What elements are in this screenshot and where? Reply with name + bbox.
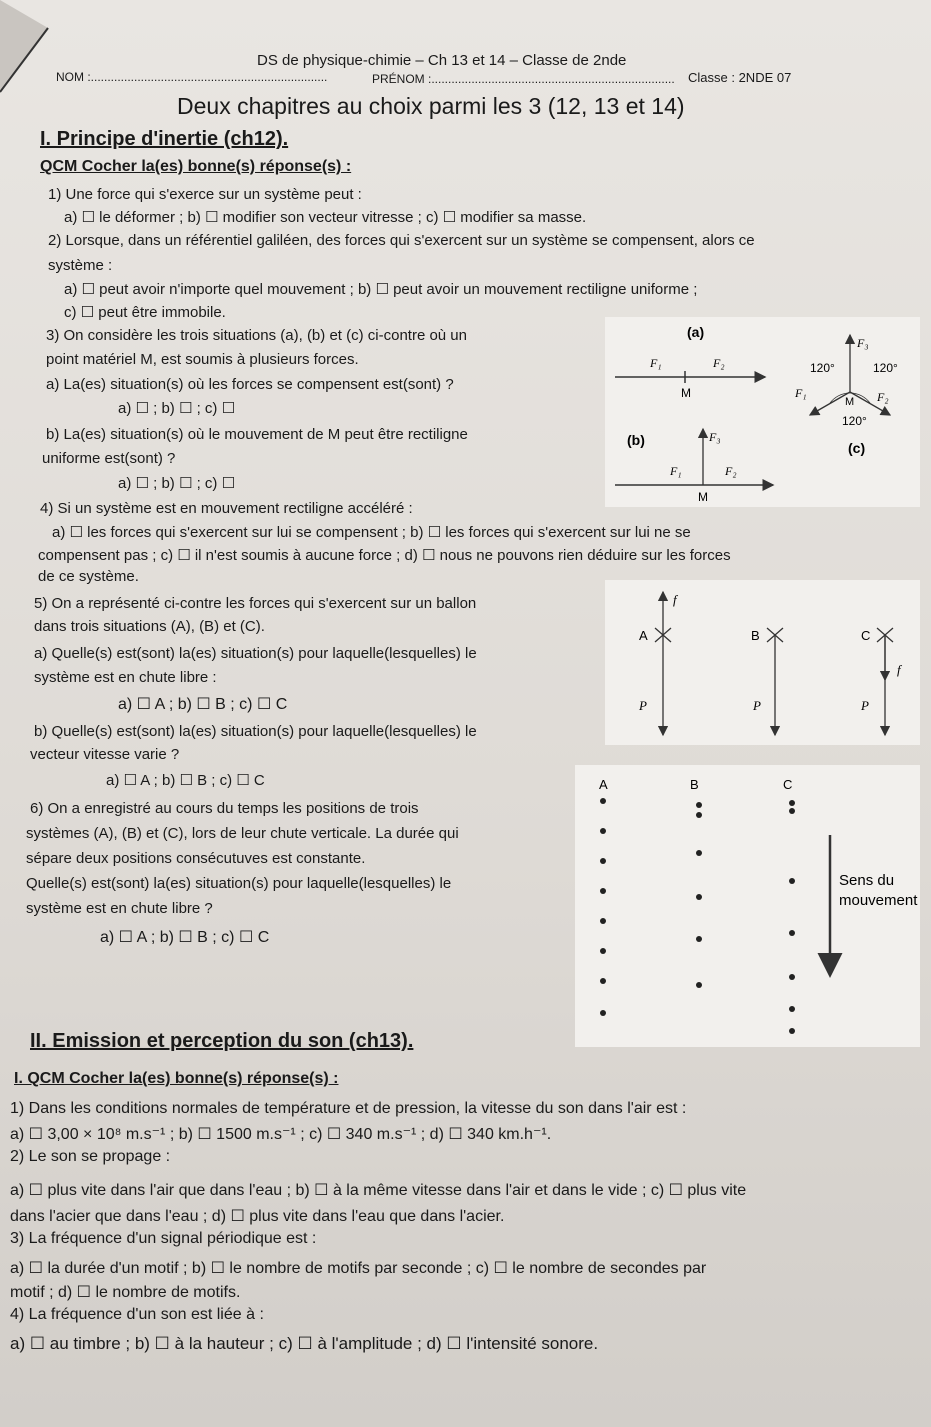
p2-q2-options-line1[interactable]: a) ☐ plus vite dans l'air que dans l'eau ; b) ☐ à la même vitesse dans l'air et dans le vide ; c) ☐ plus vite	[10, 1182, 747, 1199]
q2-text-line1: 2) Lorsque, dans un référentiel galiléen, des forces qui s'exercent sur un système se compensent, alors ce	[48, 232, 755, 249]
chute-label-a: A	[599, 777, 608, 792]
label-c-angle2: 120°	[873, 361, 898, 375]
label-c: (c)	[848, 440, 866, 456]
q5-text-line1: 5) On a représenté ci-contre les forces qui s'exercent sur un ballon	[34, 595, 477, 612]
q1-options[interactable]: a) ☐ le déformer ; b) ☐ modifier son vecteur vitresse ; c) ☐ modifier sa masse.	[64, 209, 587, 226]
q3b-text-line2: uniforme est(sont) ?	[42, 450, 176, 467]
ballon-b-p: P	[753, 698, 761, 713]
q5-text-line2: dans trois situations (A), (B) et (C).	[34, 618, 265, 635]
label-c-m: M	[845, 396, 855, 408]
label-a-f2: F₂	[713, 356, 725, 370]
q3a-text: a) La(es) situation(s) où les forces se compensent est(sont) ?	[46, 376, 454, 393]
label-a-f1: F₁	[650, 356, 662, 370]
chute-label-b: B	[690, 777, 699, 792]
part2-qcm-heading: I. QCM Cocher la(es) bonne(s) réponse(s) :	[14, 1070, 339, 1087]
q5b-options[interactable]: a) ☐ A ; b) ☐ B ; c) ☐ C	[106, 772, 265, 789]
label-c-angle3: 120°	[842, 414, 867, 428]
q5a-options[interactable]: a) ☐ A ; b) ☐ B ; c) ☐ C	[118, 696, 288, 713]
q6-options[interactable]: a) ☐ A ; b) ☐ B ; c) ☐ C	[100, 929, 270, 946]
ballon-c-p: P	[861, 698, 869, 713]
p2-q2-options-line2[interactable]: dans l'acier que dans l'eau ; d) ☐ plus vite dans l'eau que dans l'acier.	[10, 1208, 505, 1225]
q5a-text-line1: a) Quelle(s) est(sont) la(es) situation(s) pour laquelle(lesquelles) le	[34, 645, 477, 662]
p2-q2-text: 2) Le son se propage :	[10, 1148, 171, 1165]
q6-text-line5: système est en chute libre ?	[26, 900, 213, 917]
classe-field: Classe : 2NDE 07	[688, 70, 792, 85]
part1-title: I. Principe d'inertie (ch12).	[40, 128, 289, 150]
q4-options-line3: de ce système.	[38, 568, 139, 585]
q3b-text-line1: b) La(es) situation(s) où le mouvement de M peut être rectiligne	[46, 426, 468, 443]
p2-q3-options-line1[interactable]: a) ☐ la durée d'un motif ; b) ☐ le nombre de motifs par seconde ; c) ☐ le nombre de secondes par	[10, 1260, 707, 1277]
label-a-m: M	[681, 386, 691, 400]
ballon-a-p: P	[639, 698, 647, 713]
q6-text-line1: 6) On a enregistré au cours du temps les positions de trois	[30, 800, 419, 817]
p2-q1-text: 1) Dans les conditions normales de température et de pression, la vitesse du son dans l'air est :	[10, 1100, 687, 1117]
q3-text-line1: 3) On considère les trois situations (a), (b) et (c) ci-contre où un	[46, 327, 467, 344]
label-b-f1: F₁	[670, 464, 682, 478]
ballon-diagram	[605, 580, 920, 745]
q6-text-line2: systèmes (A), (B) et (C), lors de leur chute verticale. La durée qui	[26, 825, 459, 842]
ballon-label-b: B	[751, 628, 760, 643]
q1-text: 1) Une force qui s'exerce sur un système peut :	[48, 186, 362, 203]
nom-field[interactable]: NOM :.......................................................................	[56, 70, 328, 84]
chute-label-c: C	[783, 777, 793, 792]
q5b-text-line2: vecteur vitesse varie ?	[30, 746, 180, 763]
label-c-angle1: 120°	[810, 361, 835, 375]
ballon-c-f: f	[897, 662, 901, 677]
q3a-options[interactable]: a) ☐ ; b) ☐ ; c) ☐	[118, 400, 236, 417]
q5b-text-line1: b) Quelle(s) est(sont) la(es) situation(s) pour laquelle(lesquelles) le	[34, 723, 477, 740]
folded-corner	[0, 0, 60, 100]
q6-text-line4: Quelle(s) est(sont) la(es) situation(s) pour laquelle(lesquelles) le	[26, 875, 452, 892]
q2-text-line2: système :	[48, 257, 113, 274]
label-b: (b)	[627, 432, 645, 448]
label-c-f1: F₁	[795, 386, 807, 400]
chute-points-b	[696, 802, 702, 988]
p2-q4-options[interactable]: a) ☐ au timbre ; b) ☐ à la hauteur ; c) ☐ à l'amplitude ; d) ☐ l'intensité sonore.	[10, 1334, 599, 1353]
exam-title: DS de physique-chimie – Ch 13 et 14 – Classe de 2nde	[257, 52, 627, 69]
p2-q3-options-line2[interactable]: motif ; d) ☐ le nombre de motifs.	[10, 1284, 241, 1301]
q3b-options[interactable]: a) ☐ ; b) ☐ ; c) ☐	[118, 475, 236, 492]
q6-text-line3: sépare deux positions consécutuves est constante.	[26, 850, 366, 867]
chute-points-c	[789, 800, 795, 1034]
p2-q3-text: 3) La fréquence d'un signal périodique est :	[10, 1230, 317, 1247]
prenom-field[interactable]: PRÉNOM :.........................................................................	[372, 72, 675, 86]
label-c-f2: F₂	[877, 390, 889, 404]
q4-text: 4) Si un système est en mouvement rectiligne accéléré :	[40, 500, 413, 517]
q5a-text-line2: système est en chute libre :	[34, 669, 217, 686]
chute-sens-line2: mouvement	[839, 892, 918, 909]
exam-subtitle: Deux chapitres au choix parmi les 3 (12, 13 et 14)	[177, 93, 685, 119]
chute-points-a	[600, 798, 606, 1016]
label-a: (a)	[687, 324, 705, 340]
forces-diagram	[605, 317, 920, 507]
label-b-f2: F₂	[725, 464, 737, 478]
q4-options-line1[interactable]: a) ☐ les forces qui s'exercent sur lui se compensent ; b) ☐ les forces qui s'exercent sur lui ne se	[52, 524, 691, 541]
ballon-label-c: C	[861, 628, 871, 643]
ballon-label-a: A	[639, 628, 648, 643]
p2-q1-options[interactable]: a) ☐ 3,00 × 10⁸ m.s⁻¹ ; b) ☐ 1500 m.s⁻¹ ; c) ☐ 340 m.s⁻¹ ; d) ☐ 340 km.h⁻¹.	[10, 1126, 552, 1143]
part2-title: II. Emission et perception du son (ch13).	[30, 1030, 414, 1052]
q4-options-line2[interactable]: compensent pas ; c) ☐ il n'est soumis à aucune force ; d) ☐ nous ne pouvons rien déduire sur les forces	[38, 547, 731, 564]
q3-text-line2: point matériel M, est soumis à plusieurs forces.	[46, 351, 359, 368]
part1-qcm-heading: QCM Cocher la(es) bonne(s) réponse(s) :	[40, 158, 352, 175]
ballon-a-f: f	[673, 592, 677, 607]
q2-options-line2[interactable]: c) ☐ peut être immobile.	[64, 304, 226, 321]
label-c-f3: F₃	[857, 336, 869, 350]
q2-options-line1[interactable]: a) ☐ peut avoir n'importe quel mouvement ; b) ☐ peut avoir un mouvement rectiligne uniforme ;	[64, 281, 698, 298]
chute-diagram	[575, 765, 920, 1047]
chute-sens-line1: Sens du	[839, 872, 895, 889]
p2-q4-text: 4) La fréquence d'un son est liée à :	[10, 1306, 264, 1323]
label-b-f3: F₃	[709, 430, 721, 444]
label-b-m: M	[698, 490, 708, 504]
